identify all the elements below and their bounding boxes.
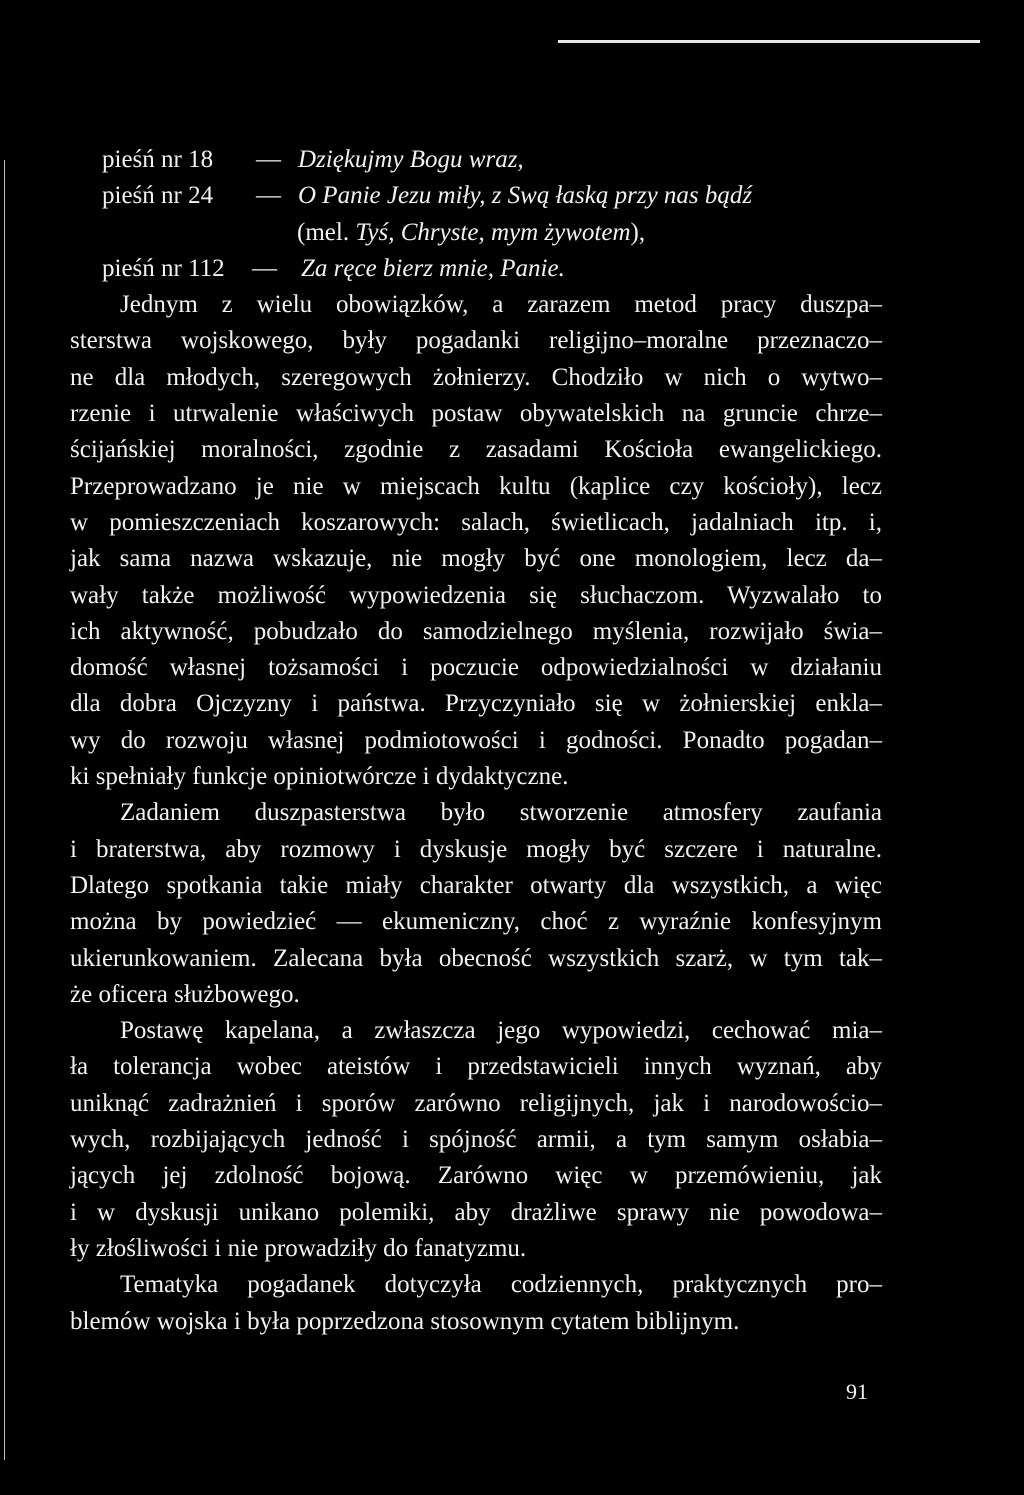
hymn-title: Za ręce bierz mnie, Panie. xyxy=(301,254,565,282)
text-line: dla dobra Ojczyzny i państwa. Przyczyniało się w żołnierskiej enkla– xyxy=(70,690,882,718)
text-line: w pomieszczeniach koszarowych: salach, świetlicach, jadalniach itp. i, xyxy=(70,508,882,536)
text-line: ła tolerancja wobec ateistów i przedstawicieli innych wyznań, aby xyxy=(70,1053,882,1081)
text-line: można by powiedzieć — ekumeniczny, choć z wyraźnie konfesyjnym xyxy=(70,908,882,936)
hymn-line-1 xyxy=(70,142,882,178)
melody-close: ), xyxy=(630,218,646,246)
text-line: Dlatego spotkania takie miały charakter otwarty dla wszystkich, a więc xyxy=(70,871,882,899)
hymn-label: pieśń nr 112 xyxy=(102,254,225,282)
text-line: ścijańskiej moralności, zgodnie z zasadami Kościoła ewangelickiego. xyxy=(70,436,882,464)
text-line: jak sama nazwa wskazuje, nie mogły być one monologiem, lecz da– xyxy=(70,545,882,573)
hymn-dash: — xyxy=(256,182,281,210)
text-line: rzenie i utrwalenie właściwych postaw obywatelskich na gruncie chrze– xyxy=(70,400,882,428)
hymn-melody-line xyxy=(70,215,882,251)
text-line: ich aktywność, pobudzało do samodzielnego myślenia, rozwijało świa– xyxy=(70,617,882,645)
melody-open: (mel. xyxy=(297,218,356,246)
hymn-line-2 xyxy=(70,178,882,214)
hymn-line-3 xyxy=(70,251,882,287)
hymn-title: Dziękujmy Bogu wraz, xyxy=(298,146,524,173)
text-line: uniknąć zadrażnień i sporów zarówno religijnych, jak i narodowościo– xyxy=(70,1089,882,1117)
text-line: Postawę kapelana, a zwłaszcza jego wypowiedzi, cechować mia– xyxy=(120,1017,882,1045)
hymn-dash: — xyxy=(252,254,277,282)
text-line: domość własnej tożsamości i poczucie odpowiedzialności w działaniu xyxy=(70,654,882,682)
text-line: Jednym z wielu obowiązków, a zarazem metod pracy duszpa– xyxy=(120,291,882,319)
text-line: ukierunkowaniem. Zalecana była obecność wszystkich szarż, w tym tak– xyxy=(70,944,882,972)
text-line: wy do rozwoju własnej podmiotowości i godności. Ponadto pogadan– xyxy=(70,726,882,754)
page-text xyxy=(70,142,882,1340)
text-line: jących jej zdolność bojową. Zarówno więc w przemówieniu, jak xyxy=(70,1162,882,1190)
text-line: Przeprowadzano je nie w miejscach kultu (kaplice czy kościoły), lecz xyxy=(70,472,882,500)
page-number: 91 xyxy=(846,1379,868,1404)
hymn-dash: — xyxy=(256,146,281,173)
text-line: ły złośliwości i nie prowadziły do fanatyzmu. xyxy=(70,1234,527,1262)
text-line: ne dla młodych, szeregowych żołnierzy. Chodziło w nich o wytwo– xyxy=(70,363,882,391)
body-paragraphs xyxy=(70,287,882,1340)
text-line: sterstwa wojskowego, były pogadanki religijno–moralne przeznaczo– xyxy=(70,327,882,355)
hymn-title: O Panie Jezu miły, z Swą łaską przy nas bądź xyxy=(298,182,753,210)
text-line: wych, rozbijających jedność i spójność armii, a tym samym osłabia– xyxy=(70,1126,882,1154)
melody-title: Tyś, Chryste, mym żywotem xyxy=(355,218,631,246)
hymn-label: pieśń nr 18 xyxy=(102,146,214,173)
left-margin-rule xyxy=(4,160,5,1460)
text-line: ki spełniały funkcje opiniotwórcze i dydaktyczne. xyxy=(70,763,569,791)
text-line: że oficera służbowego. xyxy=(70,980,300,1008)
text-line: i braterstwa, aby rozmowy i dyskusje mogły być szczere i naturalne. xyxy=(70,835,882,863)
text-line: Tematyka pogadanek dotyczyła codziennych, praktycznych pro– xyxy=(120,1271,882,1299)
text-line: i w dyskusji unikano polemiki, aby drażliwe sprawy nie powodowa– xyxy=(70,1198,882,1226)
text-line: Zadaniem duszpasterstwa było stworzenie atmosfery zaufania xyxy=(120,799,882,827)
hymn-label: pieśń nr 24 xyxy=(102,182,214,210)
text-line: wały także możliwość wypowiedzenia się słuchaczom. Wyzwalało to xyxy=(70,581,882,609)
text-line: blemów wojska i była poprzedzona stosownym cytatem biblijnym. xyxy=(70,1307,740,1335)
top-rule xyxy=(558,40,980,43)
